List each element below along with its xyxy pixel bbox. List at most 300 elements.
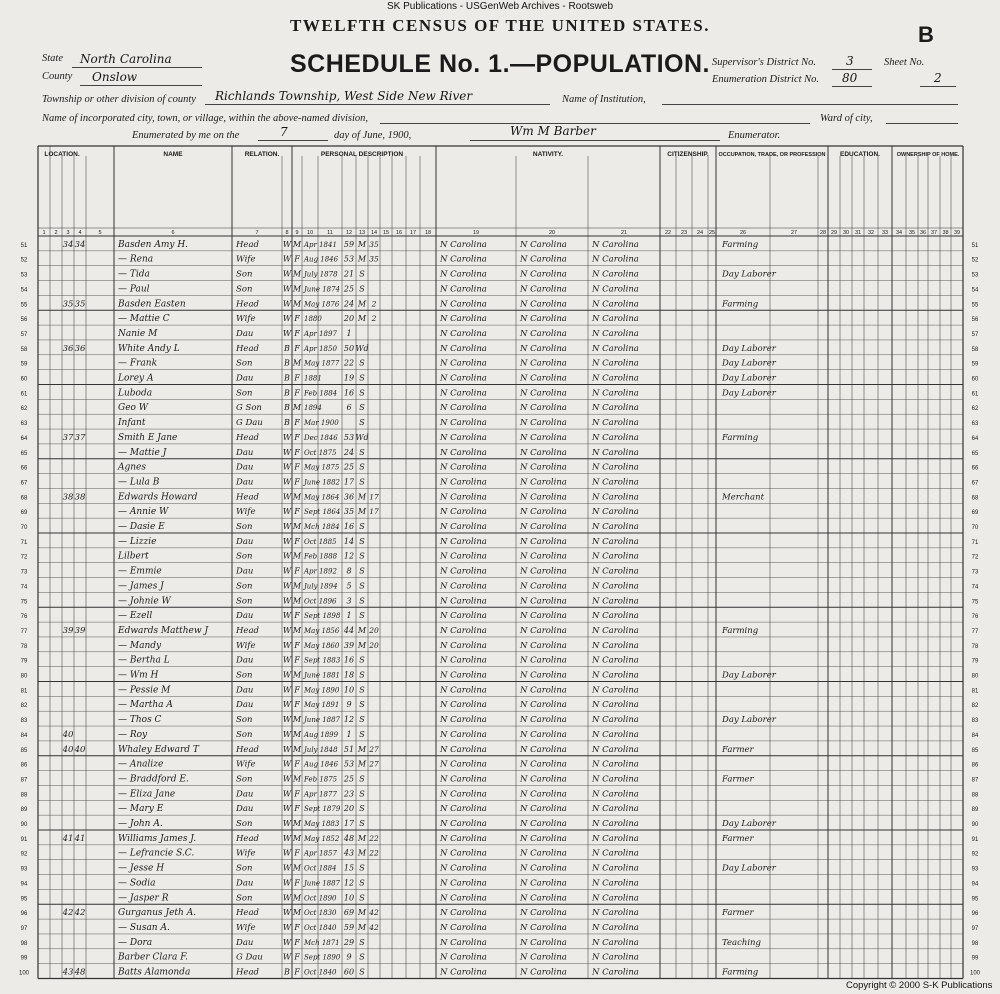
birthplace: N Carolina (440, 819, 487, 829)
birth-date: Mar 1900 (304, 419, 339, 428)
relation: Son (236, 670, 253, 681)
relation: Dau (236, 685, 254, 696)
mother-birthplace: N Carolina (592, 937, 639, 948)
column-number: 31 (854, 230, 862, 236)
occupation: Farmer (722, 833, 754, 844)
sex: M (292, 819, 302, 828)
dwelling-number: 36 (62, 343, 74, 354)
birth-date: May 1864 (304, 493, 340, 502)
birthplace: N Carolina (440, 833, 487, 844)
color: W (282, 269, 292, 279)
line-number-right: 69 (971, 510, 979, 517)
relation: Son (236, 284, 253, 295)
sex: M (292, 551, 302, 561)
father-birthplace: N Carolina (520, 878, 567, 889)
mother-birthplace: N Carolina (592, 863, 639, 874)
color: W (282, 462, 292, 472)
township-value: Richlands Township, West Side New River (215, 89, 473, 103)
age: 48 (343, 833, 355, 843)
marital-status: M (357, 314, 367, 324)
line-number: 69 (20, 510, 28, 517)
sheet-label: Sheet No. (884, 57, 925, 68)
column-number: 36 (919, 230, 927, 236)
birthplace: N Carolina (440, 536, 487, 547)
color: W (282, 522, 292, 531)
father-birthplace: N Carolina (520, 462, 567, 473)
line-number: 63 (20, 421, 28, 428)
marital-status: S (359, 447, 365, 457)
marital-status: M (357, 239, 367, 249)
line-number-right: 94 (971, 881, 979, 888)
person-name: White Andy L (118, 343, 180, 354)
person-name: Lilbert (118, 551, 149, 562)
person-name: — Jasper R (118, 893, 169, 904)
color: W (282, 551, 292, 561)
age: 50 (343, 343, 355, 353)
line-number-right: 76 (971, 614, 979, 621)
line-number-right: 71 (971, 539, 979, 546)
mother-birthplace: N Carolina (592, 328, 639, 339)
age: 29 (343, 937, 355, 947)
relation: Dau (236, 447, 254, 458)
person-name: — Frank (118, 358, 158, 369)
line-number: 88 (20, 792, 28, 799)
birthplace: N Carolina (440, 403, 487, 414)
father-birthplace: N Carolina (520, 536, 567, 547)
occupation: Merchant (722, 492, 764, 503)
sex: M (292, 863, 302, 873)
sex: M (292, 269, 302, 279)
father-birthplace: N Carolina (520, 551, 567, 562)
age: 20 (343, 314, 355, 324)
birthplace: N Carolina (440, 328, 487, 339)
line-number-right: 79 (971, 658, 979, 665)
person-name: — Martha A (118, 700, 173, 711)
state-value: North Carolina (80, 52, 172, 66)
age: 19 (343, 373, 355, 383)
color: B (284, 373, 290, 383)
column-number: 3 (66, 230, 70, 236)
relation: Son (236, 774, 253, 785)
birth-date: 1881 (304, 374, 322, 383)
birthplace: N Carolina (440, 492, 487, 503)
marital-status: S (359, 685, 365, 695)
birthplace: N Carolina (440, 625, 487, 636)
line-number: 97 (20, 925, 28, 932)
occupation: Farming (722, 625, 759, 636)
birth-date: Apr 1897 (304, 329, 337, 338)
color: W (282, 908, 292, 918)
father-birthplace: N Carolina (520, 581, 567, 592)
father-birthplace: N Carolina (520, 848, 567, 859)
relation: Son (236, 358, 253, 369)
father-birthplace: N Carolina (520, 432, 567, 443)
relation: Wife (236, 314, 256, 325)
column-number: 1 (42, 230, 46, 236)
color: B (284, 418, 290, 428)
line-number-right: 99 (971, 955, 979, 962)
person-name: — Mary E (118, 804, 164, 815)
father-birthplace: N Carolina (520, 492, 567, 503)
mother-birthplace: N Carolina (592, 432, 639, 443)
sex: M (292, 596, 302, 606)
person-name: — Johnie W (118, 596, 171, 607)
father-birthplace: N Carolina (520, 566, 567, 577)
line-number: 71 (20, 539, 28, 546)
marital-status: M (357, 922, 367, 932)
family-number: 42 (74, 908, 86, 919)
relation: Dau (236, 373, 254, 384)
color: W (282, 670, 292, 680)
mother-birthplace: N Carolina (592, 670, 639, 681)
line-number-right: 96 (971, 911, 979, 918)
family-number: 35 (74, 299, 86, 310)
birth-date: Apr 1850 (304, 344, 337, 353)
marital-status: S (359, 611, 365, 621)
birthplace: N Carolina (440, 551, 487, 562)
father-birthplace: N Carolina (520, 863, 567, 874)
marital-status: S (359, 863, 365, 873)
marital-status: S (359, 596, 365, 606)
schedule-title: SCHEDULE No. 1.—POPULATION. (289, 50, 710, 78)
birth-date: 1880 (304, 315, 322, 324)
column-number: 22 (664, 230, 672, 236)
father-birthplace: N Carolina (520, 804, 567, 815)
birthplace: N Carolina (440, 640, 487, 651)
age: 53 (343, 254, 355, 264)
mother-birthplace: N Carolina (592, 477, 639, 488)
sex: M (292, 729, 302, 739)
line-number: 83 (20, 718, 28, 725)
line-number: 55 (20, 302, 28, 309)
mother-birthplace: N Carolina (592, 299, 639, 310)
marital-status: S (359, 715, 365, 725)
line-number: 64 (20, 435, 28, 442)
person-name: Edwards Howard (118, 492, 198, 503)
person-name: Agnes (118, 462, 147, 473)
relation: Head (236, 625, 259, 636)
occupation: Day Laborer (722, 373, 776, 384)
birthplace: N Carolina (440, 700, 487, 711)
relation: Son (236, 388, 253, 399)
column-number: 8 (285, 230, 289, 236)
marital-status: S (359, 358, 365, 368)
father-birthplace: N Carolina (520, 759, 567, 770)
line-number-right: 59 (971, 361, 979, 368)
sex: F (294, 507, 300, 517)
birthplace: N Carolina (440, 418, 487, 429)
marital-status: S (359, 388, 365, 398)
line-number: 99 (20, 955, 28, 962)
ward-label: Ward of city, (820, 113, 873, 124)
father-birthplace: N Carolina (520, 596, 567, 607)
person-name: Batts Alamonda (118, 967, 191, 978)
mother-birthplace: N Carolina (592, 922, 639, 933)
color: W (282, 863, 292, 873)
line-number: 85 (20, 747, 28, 754)
age: 16 (343, 388, 355, 398)
line-number: 52 (20, 257, 28, 264)
line-number: 92 (20, 851, 28, 858)
years-married: 2 (371, 314, 377, 324)
column-number: 16 (395, 230, 403, 236)
person-name: — James J (118, 581, 164, 592)
age: 44 (343, 625, 355, 635)
relation: Son (236, 551, 253, 562)
relation: Wife (236, 640, 256, 651)
relation: Head (236, 908, 259, 919)
column-number: 23 (680, 230, 688, 236)
line-number-right: 87 (971, 777, 979, 784)
occupation: Teaching (722, 937, 761, 948)
marital-status: M (357, 625, 367, 635)
line-number: 80 (20, 673, 28, 680)
person-name: Geo W (118, 403, 149, 414)
person-name: Barber Clara F. (118, 952, 188, 963)
age: 69 (343, 908, 355, 918)
birth-date: Aug 1846 (304, 255, 339, 264)
relation: Dau (236, 611, 254, 622)
sex: F (294, 700, 300, 710)
line-number-right: 92 (971, 851, 979, 858)
relation: Head (236, 343, 259, 354)
mother-birthplace: N Carolina (592, 522, 639, 532)
birthplace: N Carolina (440, 373, 487, 384)
birth-date: Oct 1840 (304, 923, 337, 932)
sex: M (292, 625, 302, 635)
father-birthplace: N Carolina (520, 373, 567, 384)
relation: Son (236, 819, 253, 829)
sex: M (292, 239, 302, 249)
line-number-right: 56 (971, 317, 979, 324)
age: 53 (343, 759, 355, 769)
mother-birthplace: N Carolina (592, 655, 639, 666)
mother-birthplace: N Carolina (592, 581, 639, 592)
birth-date: May 1852 (304, 834, 340, 843)
father-birthplace: N Carolina (520, 967, 567, 978)
supervisor-label: Supervisor's District No. (712, 57, 817, 68)
birthplace: N Carolina (440, 239, 487, 250)
mother-birthplace: N Carolina (592, 269, 639, 280)
marital-status: M (357, 254, 367, 264)
color: W (282, 314, 292, 324)
birthplace: N Carolina (440, 477, 487, 488)
marital-status: S (359, 819, 365, 828)
line-number-right: 67 (971, 480, 979, 487)
relation: Head (236, 492, 259, 503)
sex: F (294, 937, 300, 947)
column-group-label: RELATION. (244, 151, 280, 158)
birthplace: N Carolina (440, 878, 487, 889)
occupation: Day Laborer (722, 269, 776, 280)
age: 14 (343, 536, 355, 546)
relation: Dau (236, 700, 254, 711)
relation: Head (236, 239, 259, 250)
mother-birthplace: N Carolina (592, 700, 639, 711)
mother-birthplace: N Carolina (592, 893, 639, 904)
birthplace: N Carolina (440, 581, 487, 592)
column-number: 37 (930, 230, 938, 236)
birthplace: N Carolina (440, 269, 487, 280)
marital-status: S (359, 477, 365, 487)
line-number: 96 (20, 911, 28, 918)
age: 22 (343, 358, 355, 368)
mother-birthplace: N Carolina (592, 819, 639, 829)
color: W (282, 299, 292, 309)
age: 24 (343, 447, 355, 457)
years-married: 27 (369, 744, 379, 754)
age: 20 (343, 804, 355, 814)
color: W (282, 922, 292, 932)
mother-birthplace: N Carolina (592, 833, 639, 844)
marital-status: S (359, 893, 365, 903)
family-number: 39 (74, 625, 86, 636)
person-name: — Mattie J (118, 447, 167, 458)
line-number-right: 62 (971, 406, 979, 413)
line-number: 81 (20, 688, 28, 695)
line-number: 70 (20, 525, 28, 531)
birth-date: July 1878 (304, 270, 338, 279)
birthplace: N Carolina (440, 744, 487, 755)
column-group-label: NAME (163, 151, 183, 158)
color: W (282, 878, 292, 888)
person-name: Luboda (118, 388, 153, 399)
column-number: 7 (255, 230, 259, 236)
line-number-right: 55 (971, 302, 979, 309)
color: B (284, 343, 290, 353)
line-number-right: 89 (971, 807, 979, 814)
mother-birthplace: N Carolina (592, 729, 639, 740)
birth-date: May 1890 (304, 686, 340, 695)
person-name: Nanie M (118, 328, 158, 339)
line-number: 91 (20, 836, 28, 843)
father-birthplace: N Carolina (520, 522, 567, 532)
occupation: Day Laborer (722, 388, 776, 399)
age: 10 (343, 893, 355, 903)
years-married: 20 (369, 625, 379, 635)
age: 35 (343, 507, 355, 517)
color: B (284, 403, 290, 413)
marital-status: S (359, 284, 365, 294)
birthplace: N Carolina (440, 655, 487, 666)
dwelling-number: 38 (62, 492, 74, 503)
line-number: 86 (20, 762, 28, 769)
father-birthplace: N Carolina (520, 893, 567, 904)
column-group-label: CITIZENSHIP. (667, 151, 709, 158)
father-birthplace: N Carolina (520, 908, 567, 919)
line-number-right: 80 (971, 673, 979, 680)
marital-status: Wd (355, 343, 369, 353)
father-birthplace: N Carolina (520, 952, 567, 963)
line-number: 78 (20, 643, 28, 650)
birth-date: July 1894 (304, 582, 338, 591)
birthplace: N Carolina (440, 314, 487, 325)
occupation: Day Laborer (722, 358, 776, 369)
age: 39 (343, 640, 355, 650)
age: 10 (343, 685, 355, 695)
line-number: 94 (20, 881, 28, 888)
marital-status: S (359, 418, 365, 428)
sex: F (294, 789, 300, 799)
mother-birthplace: N Carolina (592, 418, 639, 429)
line-number-right: 91 (971, 836, 979, 843)
relation: Wife (236, 507, 256, 518)
marital-status: S (359, 462, 365, 472)
marital-status: S (359, 937, 365, 947)
sex: F (294, 759, 300, 769)
birthplace: N Carolina (440, 343, 487, 354)
sex: F (294, 611, 300, 621)
relation: Dau (236, 462, 254, 473)
line-number-right: 90 (971, 822, 979, 828)
birth-date: June 1881 (304, 671, 341, 680)
line-number-right: 74 (971, 584, 979, 591)
column-group-label: OWNERSHIP OF HOME. (896, 152, 960, 158)
line-number: 100 (18, 970, 30, 977)
column-group-label: LOCATION. (44, 151, 80, 158)
color: B (284, 388, 290, 398)
birthplace: N Carolina (440, 566, 487, 577)
color: W (282, 655, 292, 665)
sheet-letter: B (918, 22, 934, 47)
sex: M (292, 715, 302, 725)
person-name: — Tida (118, 269, 150, 280)
color: W (282, 492, 292, 502)
sex: M (292, 492, 302, 502)
birthplace: N Carolina (440, 432, 487, 443)
father-birthplace: N Carolina (520, 299, 567, 310)
marital-status: M (357, 507, 367, 517)
father-birthplace: N Carolina (520, 833, 567, 844)
sex: F (294, 804, 300, 814)
family-number: 38 (74, 492, 86, 503)
sex: F (294, 566, 300, 576)
color: W (282, 893, 292, 903)
column-number: 2 (54, 230, 58, 236)
person-name: Edwards Matthew J (118, 625, 209, 636)
father-birthplace: N Carolina (520, 343, 567, 354)
father-birthplace: N Carolina (520, 611, 567, 622)
birthplace: N Carolina (440, 774, 487, 785)
mother-birthplace: N Carolina (592, 284, 639, 295)
mother-birthplace: N Carolina (592, 967, 639, 978)
birth-date: Aug 1846 (304, 760, 339, 769)
line-number: 67 (20, 480, 28, 487)
years-married: 20 (369, 640, 379, 650)
column-number: 29 (830, 230, 838, 236)
line-number-right: 85 (971, 747, 979, 754)
family-number: 41 (74, 833, 86, 844)
relation: Head (236, 833, 259, 844)
relation: Head (236, 432, 259, 443)
color: W (282, 254, 292, 264)
dwelling-number: 43 (62, 967, 74, 978)
age: 53 (343, 432, 355, 442)
mother-birthplace: N Carolina (592, 596, 639, 607)
years-married: 35 (369, 254, 379, 264)
line-number: 90 (20, 822, 28, 828)
birthplace: N Carolina (440, 729, 487, 740)
birth-date: Dec 1846 (304, 433, 338, 442)
person-name: Gurganus Jeth A. (118, 908, 197, 919)
sex: F (294, 536, 300, 546)
marital-status: M (357, 908, 367, 918)
color: W (282, 477, 292, 487)
color: B (284, 967, 290, 977)
line-number-right: 68 (971, 495, 979, 502)
marital-status: M (357, 744, 367, 754)
line-number: 53 (20, 272, 28, 279)
